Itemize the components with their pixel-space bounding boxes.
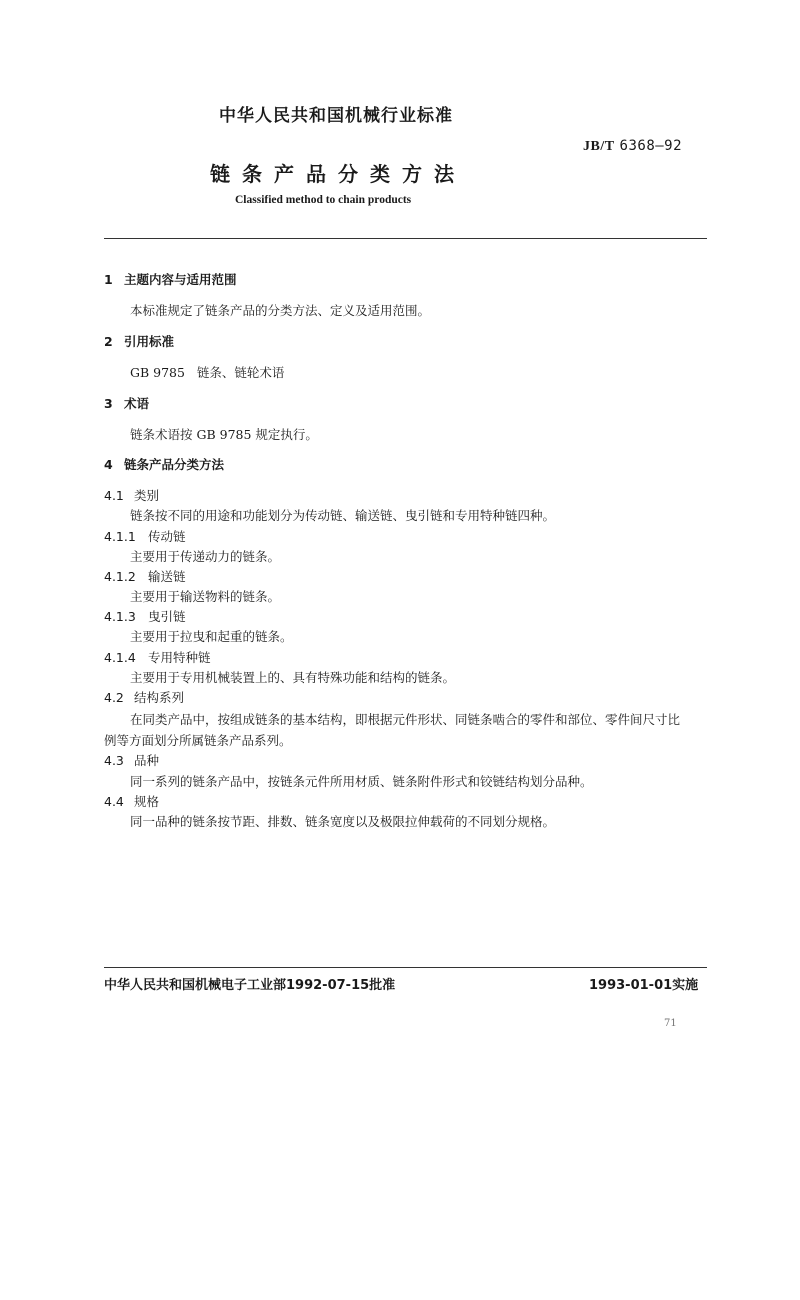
section-title: 链条产品分类方法	[124, 457, 225, 472]
subsection-title: 专用特种链	[148, 650, 211, 665]
subsection-text: 主要用于拉曳和起重的链条。	[130, 629, 293, 644]
subsection-title: 曳引链	[148, 609, 186, 624]
subsection-text: 同一系列的链条产品中，按链条元件所用材质、链条附件形式和铰链结构划分品种。	[130, 774, 593, 789]
subsection-title: 输送链	[148, 569, 186, 584]
subsection-heading	[104, 751, 159, 769]
subsection-heading	[104, 607, 186, 625]
subsection-heading	[104, 567, 186, 585]
subsection-text-line: 在同类产品中，按组成链条的基本结构，即根据元件形状、同链条啮合的零件和部位、零件间尺寸比	[130, 712, 681, 727]
section-title: 术语	[124, 396, 150, 411]
standard-prefix: JB/T	[583, 139, 615, 154]
subsection-number: 4.4	[104, 794, 124, 809]
document-title-en: Classified method to chain products	[235, 194, 412, 206]
subsection-text: 主要用于传递动力的链条。	[130, 549, 281, 564]
subsection-number: 4.1.1	[104, 529, 136, 544]
section-heading	[104, 455, 224, 473]
page-number: 71	[664, 1018, 677, 1029]
subsection-heading	[104, 688, 184, 706]
subsection-heading	[104, 486, 159, 504]
subsection-title: 结构系列	[134, 690, 185, 705]
section-heading	[104, 394, 149, 412]
subsection-title: 规格	[134, 794, 160, 809]
section-heading	[104, 332, 174, 350]
section-number: 3	[104, 396, 113, 411]
subsection-title: 类别	[134, 488, 160, 503]
section-text: 链条术语按 GB 9785 规定执行。	[130, 427, 318, 442]
subsection-number: 4.1.2	[104, 569, 136, 584]
subsection-heading	[104, 792, 159, 810]
section-heading	[104, 270, 237, 288]
header-rule	[104, 238, 707, 239]
standard-number: 6368—92	[619, 138, 683, 154]
standard-code	[583, 138, 682, 155]
subsection-text: 同一品种的链条按节距、排数、链条宽度以及极限拉伸载荷的不同划分规格。	[130, 814, 556, 829]
section-text: GB 9785 链条、链轮术语	[130, 365, 285, 380]
section-number: 1	[104, 272, 113, 287]
subsection-number: 4.1	[104, 488, 124, 503]
section-title: 主题内容与适用范围	[124, 272, 237, 287]
implementation-date: 1993-01-01实施	[589, 978, 699, 993]
subsection-number: 4.3	[104, 753, 124, 768]
subsection-text: 链条按不同的用途和功能划分为传动链、输送链、曳引链和专用特种链四种。	[130, 508, 556, 523]
footer-rule	[104, 967, 707, 968]
section-number: 2	[104, 334, 113, 349]
subsection-text: 主要用于输送物料的链条。	[130, 589, 281, 604]
subsection-number: 4.1.3	[104, 609, 136, 624]
document-title: 链条产品分类方法	[210, 162, 466, 186]
subsection-title: 传动链	[148, 529, 186, 544]
header-org: 中华人民共和国机械行业标准	[219, 106, 453, 126]
section-text: 本标准规定了链条产品的分类方法、定义及适用范围。	[130, 303, 431, 318]
subsection-text: 主要用于专用机械装置上的、具有特殊功能和结构的链条。	[130, 670, 456, 685]
subsection-title: 品种	[134, 753, 160, 768]
subsection-heading	[104, 648, 211, 666]
approval-line: 中华人民共和国机械电子工业部1992-07-15批准	[104, 978, 396, 993]
subsection-heading	[104, 527, 186, 545]
section-number: 4	[104, 457, 113, 472]
subsection-text-line: 例等方面划分所属链条产品系列。	[104, 733, 292, 748]
subsection-number: 4.2	[104, 690, 124, 705]
subsection-number: 4.1.4	[104, 650, 136, 665]
section-title: 引用标准	[124, 334, 175, 349]
